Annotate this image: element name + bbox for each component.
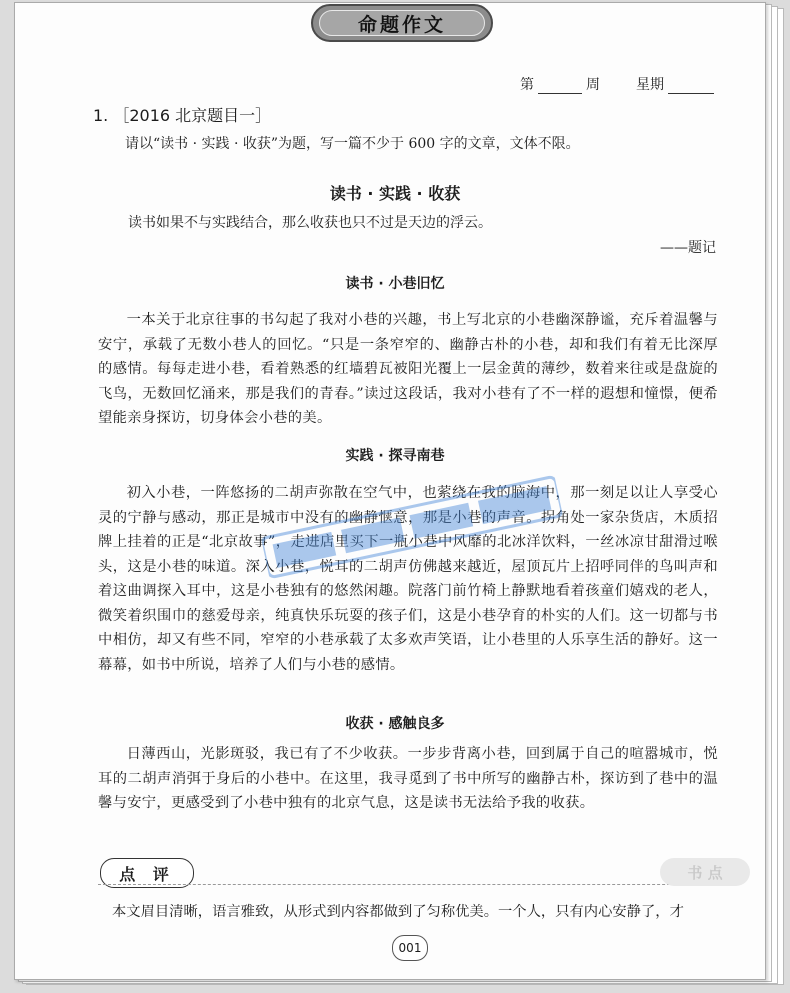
section-heading: 读书 · 小巷旧忆 (345, 276, 445, 292)
week-line (520, 74, 714, 94)
section-heading: 实践 · 探寻南巷 (345, 448, 445, 464)
page-number: 001 (392, 935, 428, 961)
section-body: 一本关于北京往事的书勾起了我对小巷的兴趣，书上写北京的小巷幽深静谧，充斥着温馨与安宁，承载了无数小巷人的回忆。“只是一条窄窄的、幽静古朴的小巷，却和我们有着无比深厚的感情。每每走进小巷，看着熟悉的红墙碧瓦被阳光覆上一层金黄的薄纱，数着来往或是盘旋的飞鸟，无数回忆涌来，那是我们的青春。”读过这段话，我对小巷有了不一样的遐想和憧憬，便希望能亲身探访，切身体会小巷的美。 (98, 312, 718, 426)
banner-title: 命题作文 (319, 10, 485, 36)
day-label: 星期 (636, 77, 664, 93)
question-heading: 1. ［2016 北京题目一］ (93, 106, 272, 125)
essay-title: 读书 · 实践 · 收获 (329, 184, 461, 203)
week-blank (538, 79, 582, 94)
question-prompt: 请以“读书 · 实践 · 收获”为题，写一篇不少于 600 字的文章，文体不限。 (125, 136, 580, 152)
section-body: 日薄西山，光影斑驳，我已有了不少收获。一步步背离小巷，回到属于自己的喧嚣城市，悦耳的二胡声消弭于身后的小巷中。在这里，我寻觅到了书中所写的幽静古朴，探访到了巷中的温馨与安宁，更感受到了小巷中独有的北京气息，这是读书无法给予我的收获。 (98, 746, 718, 811)
day-blank (668, 79, 714, 94)
review-label: 点 评 (100, 858, 194, 888)
section-body: 初入小巷，一阵悠扬的二胡声弥散在空气中，也萦绕在我的脑海中，那一刻足以让人享受心灵的宁静与感动，那正是城市中没有的幽静惬意，那是小巷的声音。拐角处一家杂货店，木质招牌上挂着的正是“北京故事”，走进店里买下一瓶小巷中风靡的北冰洋饮料，一丝冰凉甘甜滑过喉头，这是小巷的味道。深入小巷，悦耳的二胡声仿佛越来越近，屋顶瓦片上招呼同伴的鸟叫声和着这曲调探入耳中，这是小巷独有的悠然闲趣。院落门前竹椅上静默地看着孩童们嬉戏的老人，微笑着织围巾的慈爱母亲，纯真快乐玩耍的孩子们，这是小巷孕育的朴实的人们。这一切都与书中相仿，却又有些不同，窄窄的小巷承载了太多欢声笑语，让小巷里的人乐享生活的静好。这一幕幕，如书中所说，培养了人们与小巷的感情。 (98, 485, 718, 673)
epigraph: 读书如果不与实践结合，那么收获也只不过是天边的浮云。 (128, 215, 492, 231)
review-text: 本文眉目清晰，语言雅致，从形式到内容都做到了匀称优美。一个人，只有内心安静了，才 (112, 904, 684, 920)
epigraph-credit: ——题记 (660, 240, 716, 256)
section-banner (311, 4, 493, 42)
ghost-label: 书 点 (660, 858, 750, 886)
divider (98, 884, 720, 885)
section-heading: 收获 · 感触良多 (345, 716, 445, 732)
week-suffix: 周 (586, 77, 600, 93)
week-prefix: 第 (520, 77, 534, 93)
